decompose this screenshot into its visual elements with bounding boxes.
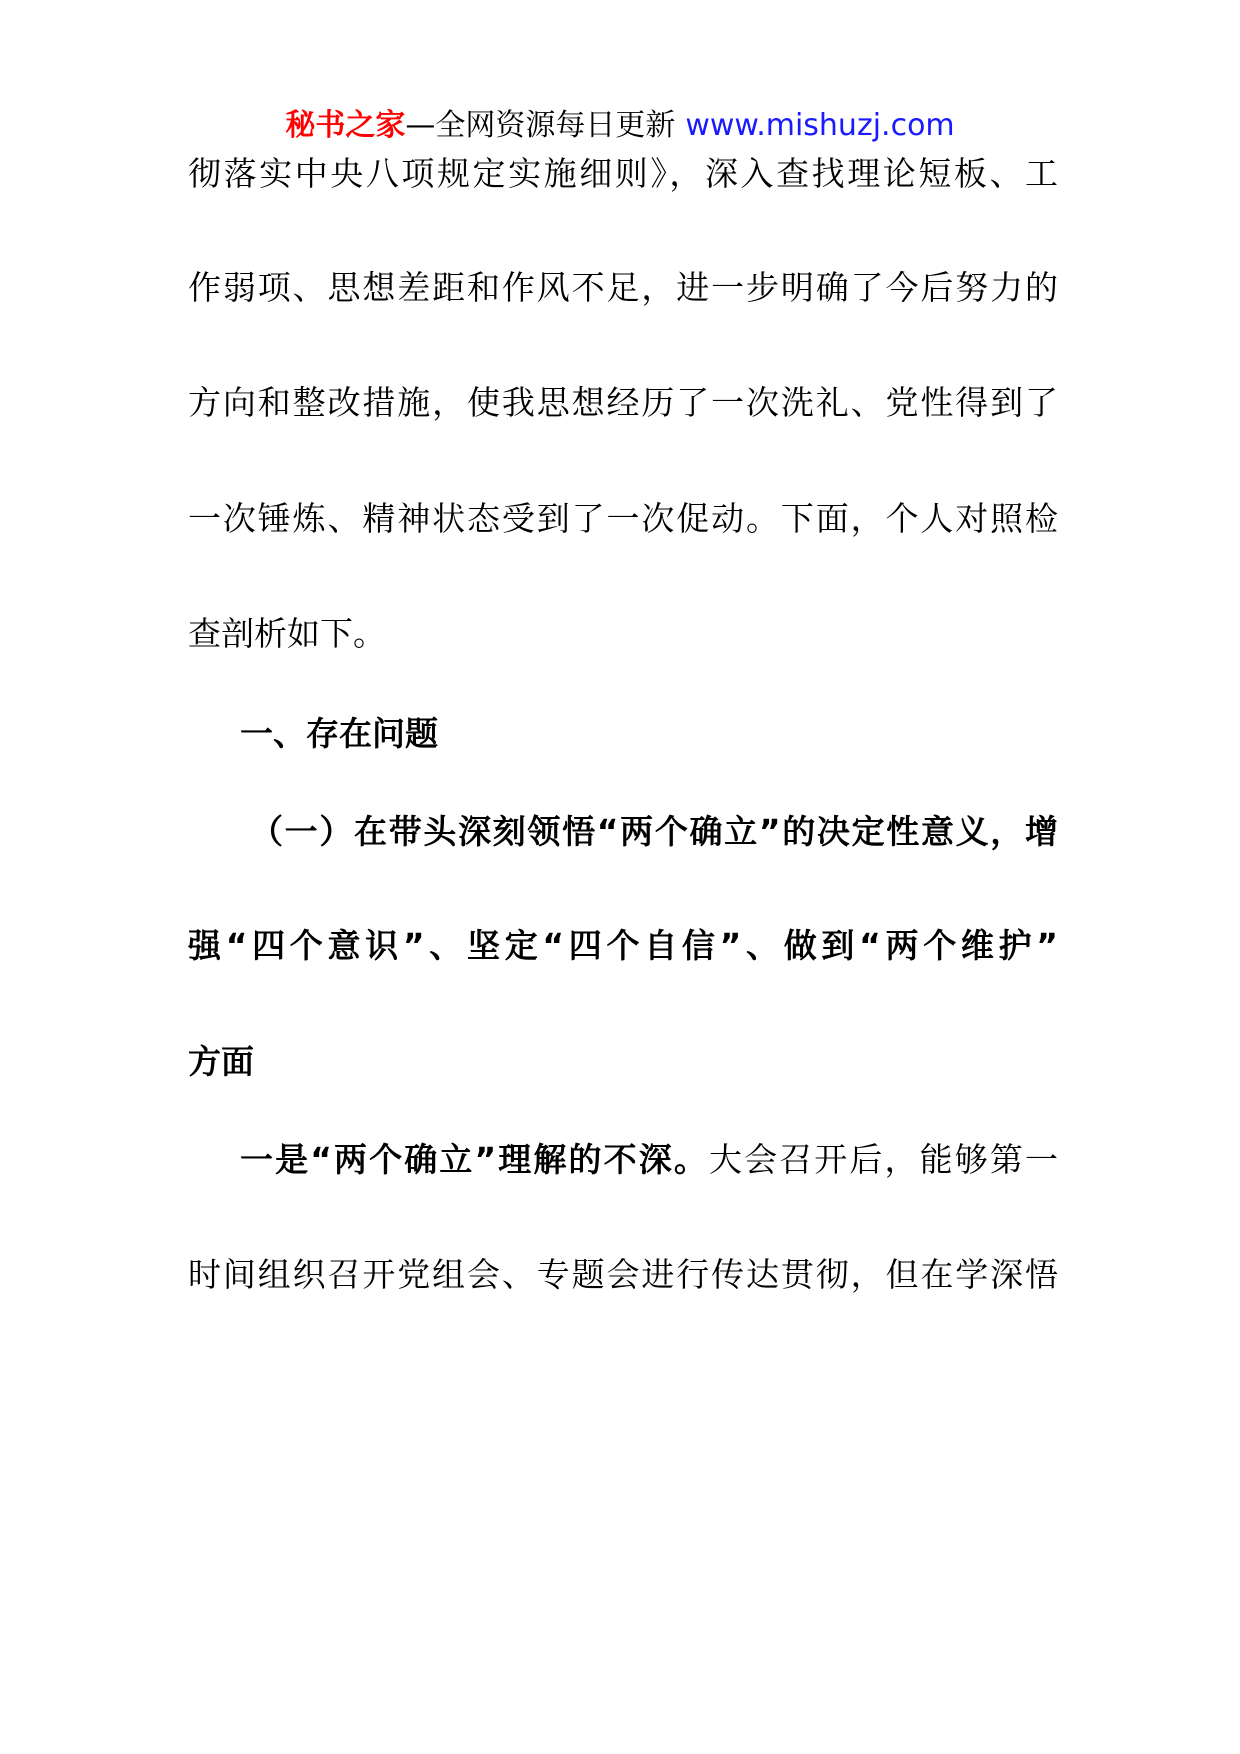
point-one-line-1: [188, 1138, 1058, 1182]
brand-name: 秘书之家: [285, 108, 406, 143]
subheading-line-1: （一）在带头深刻领悟“两个确立”的决定性意义，增: [250, 812, 1058, 851]
subheading-line-3: 方面: [188, 1042, 254, 1081]
intro-line-2: 作弱项、思想差距和作风不足，进一步明确了今后努力的: [188, 268, 1058, 307]
header-slogan: 全网资源每日更新: [435, 108, 676, 143]
section-heading: 一、存在问题: [240, 714, 438, 753]
intro-line-1: 彻落实中央八项规定实施细则》，深入查找理论短板、工: [188, 154, 1058, 193]
intro-line-5: 查剖析如下。: [188, 614, 386, 653]
point-one-lead: 一是“两个确立”理解的不深。: [240, 1140, 709, 1179]
header-dash: —: [405, 108, 436, 143]
point-one-line-2: 时间组织召开党组会、专题会进行传达贯彻，但在学深悟: [188, 1255, 1058, 1294]
intro-line-4: 一次锤炼、精神状态受到了一次促动。下面，个人对照检: [188, 499, 1058, 538]
intro-line-3: 方向和整改措施，使我思想经历了一次洗礼、党性得到了: [188, 383, 1058, 422]
site-url-link[interactable]: www.mishuzj.com: [685, 108, 955, 143]
point-one-text: 大会召开后，能够第一: [708, 1140, 1058, 1179]
site-header: [0, 104, 1240, 148]
subheading-line-2: 强“四个意识”、坚定“四个自信”、做到“两个维护”: [188, 926, 1058, 965]
